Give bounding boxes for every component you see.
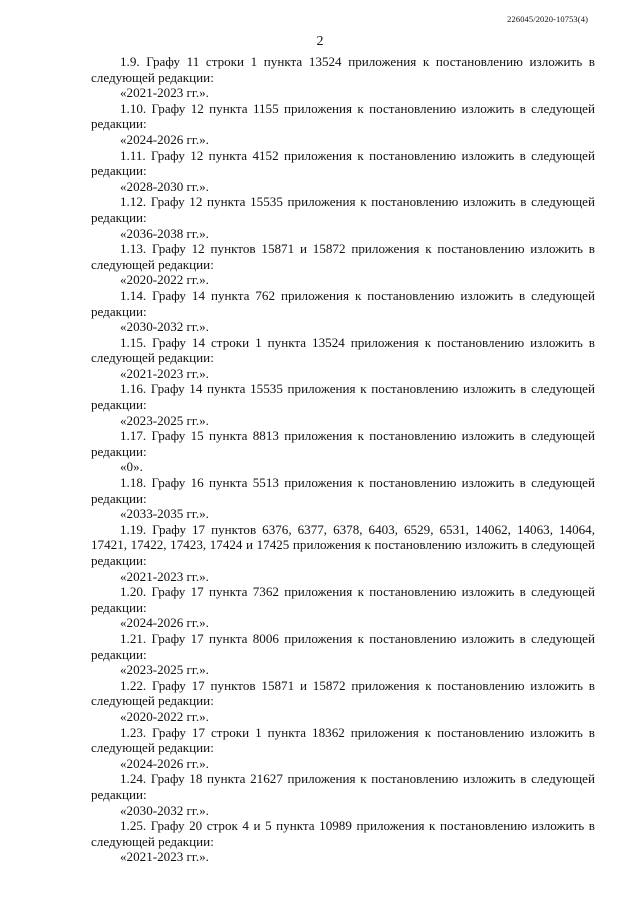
clause-1-21-value: «2023-2025 гг.». <box>120 662 209 678</box>
clause-1-22-value: «2020-2022 гг.». <box>120 708 209 724</box>
clause-1-14-value: «2030-2032 гг.». <box>120 319 209 335</box>
clause-1-20-value: «2024-2026 гг.». <box>120 615 209 631</box>
clause-1-17: 1.17. Графу 15 пункта 8813 приложения к постановлению изложить в следующей редакции: <box>91 428 595 459</box>
clause-1-11-value: «2028-2030 гг.». <box>120 178 209 194</box>
clause-1-14: 1.14. Графу 14 пункта 762 приложения к постановлению изложить в следующей редакции: <box>91 287 595 319</box>
clause-1-24: 1.24. Графу 18 пункта 21627 приложения к постановлению изложить в следующей редакции: <box>91 771 595 802</box>
clause-1-21: 1.21. Графу 17 пункта 8006 приложения к постановлению изложить в следующей редакции: <box>91 630 595 662</box>
clause-1-22: 1.22. Графу 17 пунктов 15871 и 15872 приложения к постановлению изложить в следующей редакции: <box>91 677 595 709</box>
document-code: 226045/2020-10753(4) <box>507 14 588 24</box>
clause-1-20: 1.20. Графу 17 пункта 7362 приложения к постановлению изложить в следующей редакции: <box>91 584 595 615</box>
clause-1-16: 1.16. Графу 14 пункта 15535 приложения к постановлению изложить в следующей редакции: <box>91 381 595 413</box>
clause-1-25-value: «2021-2023 гг.». <box>120 849 209 865</box>
clause-1-11: 1.11. Графу 12 пункта 4152 приложения к постановлению изложить в следующей редакции: <box>91 147 595 179</box>
clause-1-16-value: «2023-2025 гг.». <box>120 412 209 428</box>
clause-1-18-value: «2033-2035 гг.». <box>120 506 209 522</box>
clause-1-13: 1.13. Графу 12 пунктов 15871 и 15872 приложения к постановлению изложить в следующей редакции: <box>91 241 595 272</box>
document-body <box>91 54 595 865</box>
clause-1-25: 1.25. Графу 20 строк 4 и 5 пункта 10989 приложения к постановлению изложить в следующей редакции: <box>91 818 595 849</box>
clause-1-13-value: «2020-2022 гг.». <box>120 272 209 288</box>
clause-1-12-value: «2036-2038 гг.». <box>120 225 209 241</box>
clause-1-9: 1.9. Графу 11 строки 1 пункта 13524 приложения к постановлению изложить в следующей редакции: <box>91 54 595 85</box>
clause-1-23: 1.23. Графу 17 строки 1 пункта 18362 приложения к постановлению изложить в следующей редакции: <box>91 724 595 756</box>
clause-1-19: 1.19. Графу 17 пунктов 6376, 6377, 6378, 6403, 6529, 6531, 14062, 14063, 14064, 17421, 17422, 17423, 17424 и 17425 приложения к постановлению изложить в следующей редакции: <box>91 521 595 568</box>
page-number: 2 <box>316 34 324 49</box>
clause-1-15-value: «2021-2023 гг.». <box>120 365 209 381</box>
clause-1-12: 1.12. Графу 12 пункта 15535 приложения к постановлению изложить в следующей редакции: <box>91 194 595 225</box>
clause-1-24-value: «2030-2032 гг.». <box>120 802 209 818</box>
clause-1-10: 1.10. Графу 12 пункта 1155 приложения к постановлению изложить в следующей редакции: <box>91 100 595 132</box>
clause-1-23-value: «2024-2026 гг.». <box>120 755 209 771</box>
clause-1-9-value: «2021-2023 гг.». <box>120 85 209 101</box>
clause-1-19-value: «2021-2023 гг.». <box>120 568 209 584</box>
clause-1-18: 1.18. Графу 16 пункта 5513 приложения к постановлению изложить в следующей редакции: <box>91 475 595 506</box>
clause-1-17-value: «0». <box>120 459 143 475</box>
clause-1-10-value: «2024-2026 гг.». <box>120 131 209 147</box>
clause-1-15: 1.15. Графу 14 строки 1 пункта 13524 приложения к постановлению изложить в следующей редакции: <box>91 334 595 366</box>
